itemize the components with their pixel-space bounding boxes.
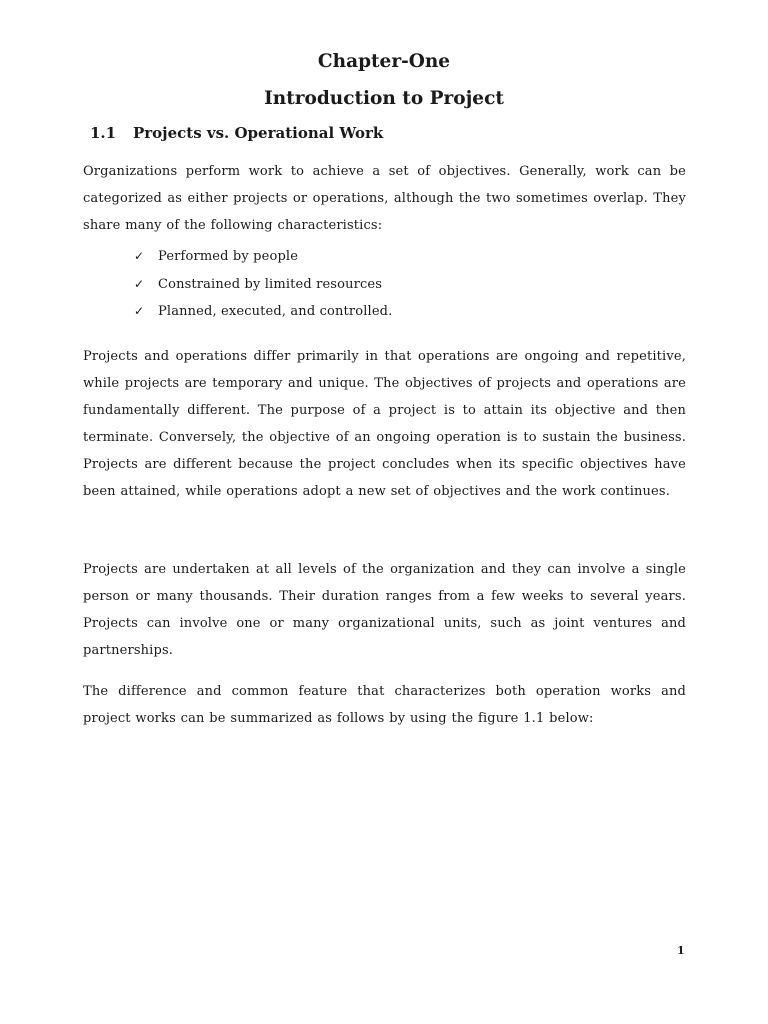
list-item-text: Constrained by limited resources: [158, 276, 383, 292]
chapter-subtitle: Introduction to Project: [264, 88, 504, 109]
paragraph-figure-reference: The difference and common feature that characterizes both operation works and project works can be summarized as follows by using the figure 1.1 below:: [83, 684, 686, 726]
paragraph-intro: Organizations perform work to achieve a set of objectives. Generally, work can be categorized as either projects or operations, although the two sometimes overlap. They share many of the following characteristics:: [83, 164, 686, 233]
chapter-title: Chapter-One: [317, 51, 451, 72]
list-item-text: Planned, executed, and controlled.: [158, 304, 393, 319]
checkmark-icon: ✓: [134, 249, 145, 263]
paragraph-project-levels: Projects are undertaken at all levels of the organization and they can involve a single person or many thousands. Their duration ranges from a few weeks to several years. Projects can involve one or many organizational units, such as joint ventures and partnerships.: [83, 562, 686, 658]
checkmark-icon: ✓: [134, 276, 145, 291]
checkmark-icon: ✓: [134, 304, 145, 318]
section-number: 1.1: [90, 124, 117, 142]
characteristics-list: [134, 243, 392, 326]
list-item: [134, 298, 392, 326]
section-title: Projects vs. Operational Work: [133, 124, 384, 142]
list-item: [134, 243, 392, 271]
page-number: 1: [677, 944, 685, 957]
paragraph-projects-vs-operations: Projects and operations differ primarily in that operations are ongoing and repetitive, while projects are temporary and unique. The objectives of projects and operations are fundamentally different. The purpose of a project is to attain its objective and then terminate. Conversely, the objective of an ongoing operation is to sustain the business. Projects are different because the project concludes when its specific objectives have been attained, while operations adopt a new set of objectives and the work continues.: [83, 349, 686, 499]
list-item-text: Performed by people: [158, 249, 299, 264]
section-heading: [90, 122, 383, 144]
list-item: [134, 271, 392, 299]
